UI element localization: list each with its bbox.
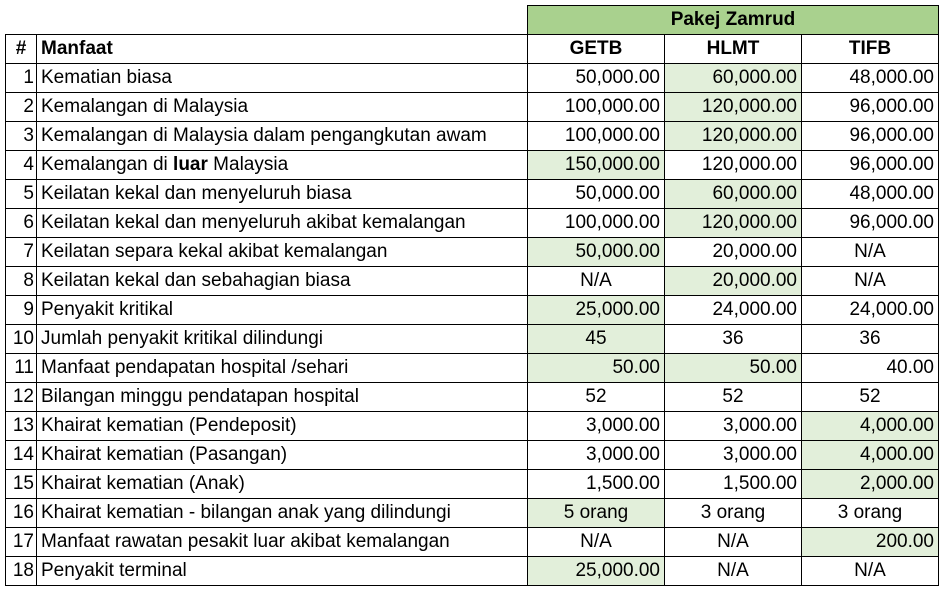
value-getb: 50,000.00 <box>528 180 665 209</box>
package-title: Pakej Zamrud <box>528 6 939 35</box>
row-number: 15 <box>6 470 37 499</box>
table-row <box>6 528 939 557</box>
value-tifb: N/A <box>802 267 939 296</box>
value-tifb: 36 <box>802 325 939 354</box>
table-row <box>6 354 939 383</box>
value-hlmt: 120,000.00 <box>665 122 802 151</box>
row-number: 14 <box>6 441 37 470</box>
row-number: 11 <box>6 354 37 383</box>
benefit-name: Penyakit kritikal <box>37 296 528 325</box>
value-hlmt: N/A <box>665 557 802 586</box>
row-number: 1 <box>6 64 37 93</box>
row-number: 18 <box>6 557 37 586</box>
value-getb: 150,000.00 <box>528 151 665 180</box>
benefit-name: Keilatan kekal dan sebahagian biasa <box>37 267 528 296</box>
value-getb: N/A <box>528 528 665 557</box>
benefit-name <box>37 151 528 180</box>
header-tifb: TIFB <box>802 35 939 64</box>
benefit-name: Manfaat pendapatan hospital /sehari <box>37 354 528 383</box>
value-tifb: 4,000.00 <box>802 412 939 441</box>
table-row <box>6 441 939 470</box>
row-number: 12 <box>6 383 37 412</box>
value-tifb: 96,000.00 <box>802 93 939 122</box>
value-getb: 50,000.00 <box>528 64 665 93</box>
row-number: 2 <box>6 93 37 122</box>
header-getb: GETB <box>528 35 665 64</box>
row-number: 13 <box>6 412 37 441</box>
value-getb: 100,000.00 <box>528 122 665 151</box>
benefit-text: Kemalangan di <box>41 154 174 175</box>
value-getb: 50,000.00 <box>528 238 665 267</box>
value-hlmt: 120,000.00 <box>665 93 802 122</box>
table-row <box>6 470 939 499</box>
value-hlmt: 36 <box>665 325 802 354</box>
value-hlmt: 20,000.00 <box>665 238 802 267</box>
row-number: 9 <box>6 296 37 325</box>
value-getb: 52 <box>528 383 665 412</box>
package-header-row <box>6 6 939 35</box>
value-hlmt: 1,500.00 <box>665 470 802 499</box>
table-row <box>6 238 939 267</box>
value-hlmt: 3,000.00 <box>665 412 802 441</box>
header-number: # <box>6 35 37 64</box>
benefit-name: Kematian biasa <box>37 64 528 93</box>
table-row <box>6 325 939 354</box>
table-row <box>6 557 939 586</box>
table-row <box>6 296 939 325</box>
benefit-name: Keilatan kekal dan menyeluruh biasa <box>37 180 528 209</box>
table-row <box>6 151 939 180</box>
table-row <box>6 383 939 412</box>
row-number: 8 <box>6 267 37 296</box>
value-hlmt: 3,000.00 <box>665 441 802 470</box>
value-hlmt: 50.00 <box>665 354 802 383</box>
value-getb: 25,000.00 <box>528 296 665 325</box>
value-tifb: 3 orang <box>802 499 939 528</box>
value-tifb: 48,000.00 <box>802 64 939 93</box>
value-tifb: 200.00 <box>802 528 939 557</box>
table-body <box>6 6 939 586</box>
value-getb: N/A <box>528 267 665 296</box>
benefit-name: Khairat kematian (Pendeposit) <box>37 412 528 441</box>
value-tifb: 48,000.00 <box>802 180 939 209</box>
value-getb: 3,000.00 <box>528 441 665 470</box>
value-getb: 3,000.00 <box>528 412 665 441</box>
value-hlmt: 60,000.00 <box>665 180 802 209</box>
value-getb: 45 <box>528 325 665 354</box>
value-getb: 25,000.00 <box>528 557 665 586</box>
row-number: 17 <box>6 528 37 557</box>
value-hlmt: 120,000.00 <box>665 151 802 180</box>
value-tifb: 96,000.00 <box>802 151 939 180</box>
benefit-name: Kemalangan di Malaysia dalam pengangkutan awam <box>37 122 528 151</box>
row-number: 6 <box>6 209 37 238</box>
benefit-name: Kemalangan di Malaysia <box>37 93 528 122</box>
benefits-comparison-table <box>5 5 939 586</box>
benefit-emphasis: luar <box>173 154 208 175</box>
header-benefit: Manfaat <box>37 35 528 64</box>
value-getb: 50.00 <box>528 354 665 383</box>
row-number: 4 <box>6 151 37 180</box>
table-row <box>6 93 939 122</box>
table-row <box>6 209 939 238</box>
value-hlmt: 3 orang <box>665 499 802 528</box>
benefit-name: Keilatan kekal dan menyeluruh akibat kemalangan <box>37 209 528 238</box>
value-tifb: 2,000.00 <box>802 470 939 499</box>
value-getb: 5 orang <box>528 499 665 528</box>
benefit-name: Khairat kematian (Pasangan) <box>37 441 528 470</box>
value-tifb: 4,000.00 <box>802 441 939 470</box>
row-number: 5 <box>6 180 37 209</box>
benefit-name: Penyakit terminal <box>37 557 528 586</box>
benefit-name: Khairat kematian (Anak) <box>37 470 528 499</box>
benefit-name: Bilangan minggu pendatapan hospital <box>37 383 528 412</box>
value-getb: 100,000.00 <box>528 93 665 122</box>
row-number: 10 <box>6 325 37 354</box>
table-row <box>6 412 939 441</box>
table-row <box>6 64 939 93</box>
table-row <box>6 499 939 528</box>
benefit-text: Malaysia <box>207 154 289 175</box>
value-tifb: 40.00 <box>802 354 939 383</box>
row-number: 3 <box>6 122 37 151</box>
column-header-row <box>6 35 939 64</box>
value-hlmt: 120,000.00 <box>665 209 802 238</box>
value-hlmt: 52 <box>665 383 802 412</box>
benefit-name: Jumlah penyakit kritikal dilindungi <box>37 325 528 354</box>
benefit-name: Keilatan separa kekal akibat kemalangan <box>37 238 528 267</box>
value-hlmt: 20,000.00 <box>665 267 802 296</box>
benefit-name: Manfaat rawatan pesakit luar akibat kemalangan <box>37 528 528 557</box>
value-tifb: N/A <box>802 557 939 586</box>
table-row <box>6 122 939 151</box>
value-tifb: 96,000.00 <box>802 122 939 151</box>
value-tifb: 24,000.00 <box>802 296 939 325</box>
row-number: 7 <box>6 238 37 267</box>
value-hlmt: 60,000.00 <box>665 64 802 93</box>
benefit-name: Khairat kematian - bilangan anak yang dilindungi <box>37 499 528 528</box>
value-tifb: 96,000.00 <box>802 209 939 238</box>
value-getb: 100,000.00 <box>528 209 665 238</box>
header-hlmt: HLMT <box>665 35 802 64</box>
value-tifb: 52 <box>802 383 939 412</box>
value-getb: 1,500.00 <box>528 470 665 499</box>
table-row <box>6 180 939 209</box>
table-row <box>6 267 939 296</box>
value-tifb: N/A <box>802 238 939 267</box>
value-hlmt: N/A <box>665 528 802 557</box>
value-hlmt: 24,000.00 <box>665 296 802 325</box>
row-number: 16 <box>6 499 37 528</box>
